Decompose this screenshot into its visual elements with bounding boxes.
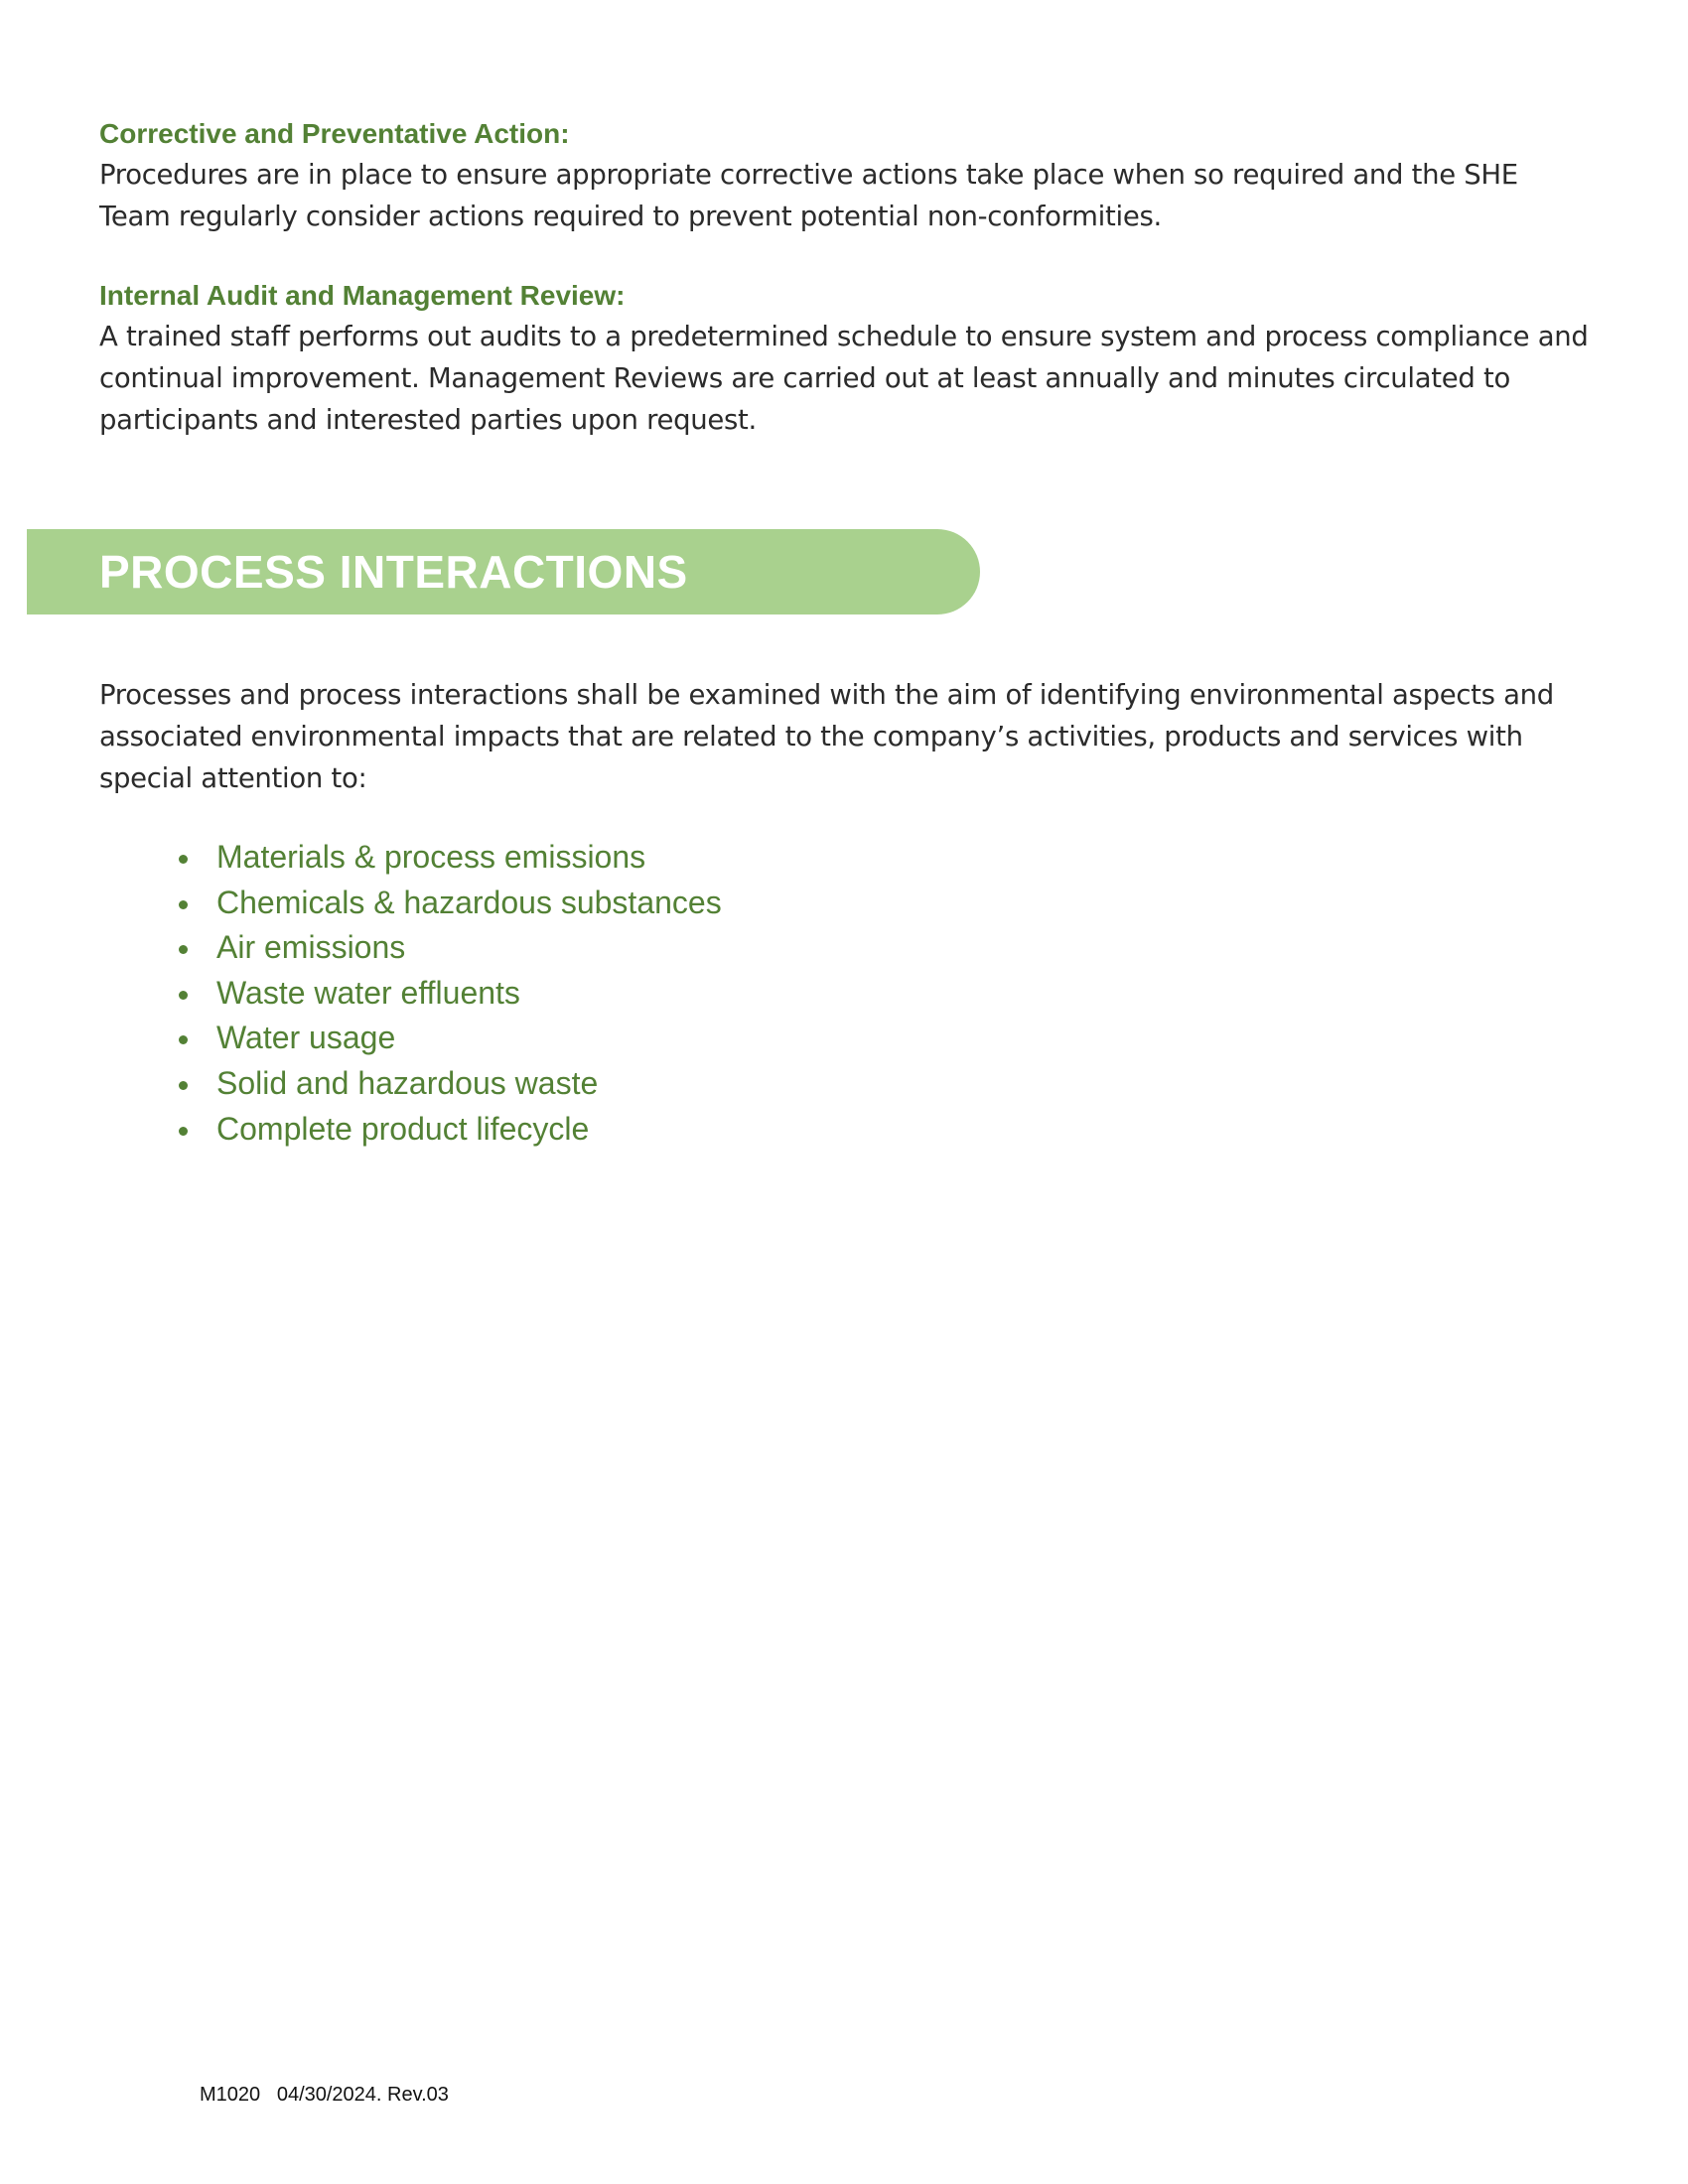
section-banner xyxy=(27,529,980,614)
bullet-dot-icon xyxy=(179,991,188,1000)
page-footer: M1020 04/30/2024. Rev.03 xyxy=(200,2084,449,2106)
bullet-list xyxy=(179,835,722,1152)
list-item xyxy=(179,1061,722,1107)
internal-audit-section xyxy=(99,278,1589,441)
banner-title: PROCESS INTERACTIONS xyxy=(99,546,688,598)
bullet-dot-icon xyxy=(179,855,188,864)
list-item xyxy=(179,1107,722,1153)
bullet-dot-icon xyxy=(179,900,188,909)
bullet-dot-icon xyxy=(179,945,188,954)
section-heading: Internal Audit and Management Review: xyxy=(99,280,626,311)
bullet-dot-icon xyxy=(179,1127,188,1136)
bullet-dot-icon xyxy=(179,1081,188,1090)
list-item-label: Materials & process emissions xyxy=(216,839,646,875)
list-item xyxy=(179,881,722,926)
section-body: Procedures are in place to ensure appropriate corrective actions take place when so required and the SHE Team regularly consider actions required to prevent potential non-conformities. xyxy=(99,159,1518,232)
list-item xyxy=(179,1016,722,1061)
list-item-label: Waste water effluents xyxy=(216,974,520,1011)
section-heading: Corrective and Preventative Action: xyxy=(99,118,570,149)
list-item-label: Complete product lifecycle xyxy=(216,1110,590,1147)
list-item xyxy=(179,835,722,881)
list-item xyxy=(179,971,722,1017)
list-item-label: Solid and hazardous waste xyxy=(216,1064,599,1101)
list-item-label: Chemicals & hazardous substances xyxy=(216,884,722,920)
bullet-dot-icon xyxy=(179,1035,188,1044)
list-item xyxy=(179,925,722,971)
section-body: A trained staff performs out audits to a predetermined schedule to ensure system and process compliance and continual improvement. Management Reviews are carried out at least annually and minutes circulated to participants and interested parties upon request. xyxy=(99,321,1589,436)
list-item-label: Water usage xyxy=(216,1020,396,1056)
intro-paragraph: Processes and process interactions shall be examined with the aim of identifying environmental aspects and associated environmental impacts that are related to the company’s activities, products and services with special attention to: xyxy=(99,679,1554,794)
list-item-label: Air emissions xyxy=(216,929,406,966)
corrective-action-section xyxy=(99,116,1589,237)
